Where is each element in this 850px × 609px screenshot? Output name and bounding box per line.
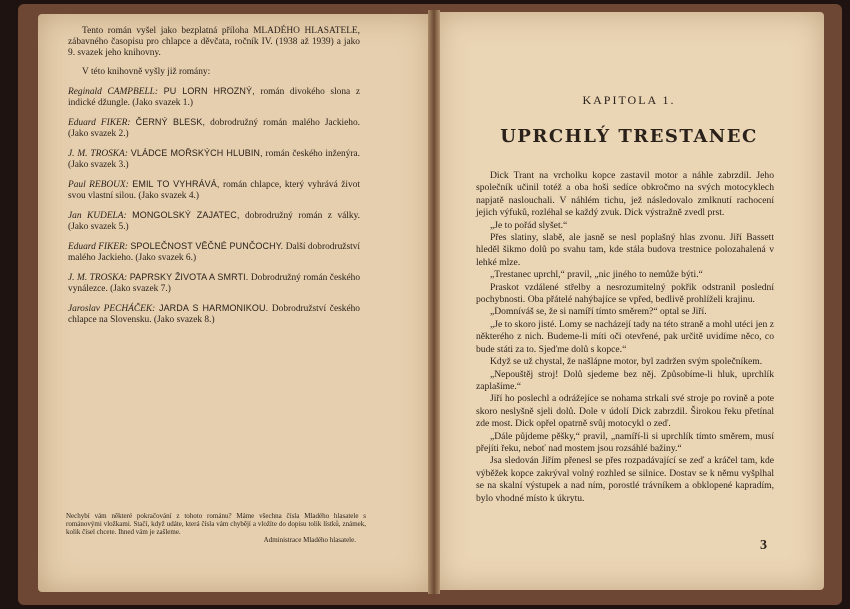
novel-list-item: [68, 86, 360, 109]
novel-author: J. M. TROSKA:: [68, 149, 128, 159]
novel-description: román chlapce, který vyhrává život svou vlastní silou. (Jako svazek 4.): [68, 180, 361, 201]
body-paragraph: Když se už chystal, že našlápne motor, byl zadržen svým společníkem.: [490, 356, 763, 368]
novel-list-item: [68, 303, 360, 326]
novel-title: PAPRSKY ŽIVOTA A SMRTI.: [129, 272, 249, 282]
chapter-label: KAPITOLA 1.: [582, 93, 676, 107]
body-paragraph: „Je to skoro jisté. Lomy se nacházejí tady na této straně a mohl utéci jen z některého z nich. Budeme-li míti oči otevřené, pak určitě uvidíme něco, co bude státi za to. Sjeďme dolů s kopce.“: [476, 318, 774, 355]
footnote-text: Nechybí vám některé pokračování z tohoto románu? Máme všechna čísla Mladého hlasatele s románovými vložkami. Stačí, když udáte, která čísla vám chybějí a vložíte do dopisu tolik lístků, známek, kolik čísel chcete. Ihned vám je zašleme.: [66, 512, 366, 536]
novel-title: PU LORN HROZNÝ,: [163, 86, 255, 96]
novel-description: dobrodružný román malého Jackieho. (Jako svazek 2.): [68, 118, 360, 139]
body-paragraph: „Je to pořád slyšet.“: [490, 219, 568, 231]
page-number: 3: [760, 538, 767, 553]
novel-author: Jan KUDELA:: [68, 211, 127, 221]
novel-title: VLÁDCE MOŘSKÝCH HLUBIN,: [130, 148, 263, 158]
novel-author: Eduard FIKER:: [68, 118, 131, 128]
novel-author: Reginald CAMPBELL:: [68, 87, 158, 97]
novel-author: Eduard FIKER:: [68, 242, 128, 252]
body-paragraph: Dick Trant na vrcholku kopce zastavil motor a náhle zabrzdil. Jeho společník učinil totéž a oba hoši sedíce obkročmo na svých motocyklech napjatě naslouchali. V náhlém tichu, jež následovalo zmlknutí rachocení jejich výfuků, rozléhal se každý zvuk. Dick výstražně zvedl prst.: [476, 170, 774, 219]
footnote-signature: Administrace Mladého hlasatele.: [263, 536, 356, 544]
novel-description: Dobrodružný román českého vynálezce. (Jako svazek 7.): [68, 273, 361, 294]
novel-title: JARDA S HARMONIKOU.: [158, 303, 269, 313]
novel-description: dobrodružný román z války. (Jako svazek 5.): [68, 211, 361, 232]
novel-description: Další dobrodružství malého Jackieho. (Jako svazek 6.): [68, 242, 360, 263]
novel-title: MONGOLSKÝ ZAJATEC,: [132, 210, 240, 220]
intro-text: Tento román vyšel jako bezplatná příloha MLADÉHO HLASATELE, zábavného časopisu pro chlapce a děvčata, ročník IV. (1938 až 1939) a jako 9. svazek jeho knihovny.: [68, 26, 360, 58]
novel-author: Jaroslav PECHÁČEK:: [68, 304, 156, 314]
novel-list-item: [68, 179, 360, 202]
body-paragraph: Přes slatiny, slabě, ale jasně se nesl poplašný hlas zvonu. Jiří Bassett hleděl šikmo dolů po svahu tam, kde stála budova trestnice polozahalená v lehké mlze.: [476, 232, 774, 268]
body-paragraph: Praskot vzdálené střelby a nesrozumitelný pokřik odstranil poslední pochybnosti. Oba přátelé nahýbajíce se vpřed, bedlivě prohlíželi krajinu.: [476, 281, 774, 306]
body-paragraph: Jsa sledován Jiřím přenesl se přes rozpadávající se zeď a kráčel tam, kde výběžek kopce zakrýval volný rozhled se silnice. Dostav se k němu vyšplhal se na skalní výstupek a nad ním, porostlé trávníkem a obklopené kapradím, bylo vhodné místo k úkrytu.: [476, 455, 774, 504]
novel-list-item: [68, 210, 360, 233]
body-paragraph: „Trestanec uprchl,“ pravil, „nic jiného to nemůže býti.“: [490, 269, 703, 281]
list-heading: V této knihovně vyšly již romány:: [82, 67, 211, 77]
body-paragraph: „Nepouštěj stroj! Dolů sjedeme bez něj. Způsobíme-li hluk, uprchlík zaplašíme.“: [476, 368, 774, 392]
novel-list: [68, 86, 360, 326]
left-page-content: [68, 26, 360, 334]
novel-description: román českého inženýra. (Jako svazek 3.): [68, 149, 361, 170]
novel-title: EMIL TO VYHRÁVÁ,: [132, 179, 220, 189]
novel-list-item: [68, 272, 360, 295]
novel-author: J. M. TROSKA:: [68, 273, 128, 283]
novel-list-item: [68, 117, 360, 140]
body-paragraph: Jiří ho poslechl a odrážejíce se nohama strkali své stroje po rovině a pote skoro neslyšně sjeli dolů. Dole v údolí Dick zabrzdil. Širokou řeku přetínal zde most. Dick opřel opatrně svůj motocykl o zeď.: [476, 393, 774, 430]
novel-title: SPOLEČNOST VĚČNÉ PUNČOCHY.: [130, 241, 284, 251]
chapter-title: UPRCHLÝ TRESTANEC: [500, 126, 758, 147]
body-paragraph: „Dále půjdeme pěšky,“ pravil, „namíří-li si uprchlík tímto směrem, musí přejíti řeku, neboť nad mostem jsou rozsáhlé bažiny.“: [476, 430, 774, 454]
novel-author: Paul REBOUX:: [68, 180, 129, 190]
footnote: [66, 512, 366, 544]
body-paragraph: „Domníváš se, že si namíří tímto směrem?“ optal se Jiří.: [490, 306, 707, 318]
novel-list-item: [68, 241, 360, 264]
book-gutter: [428, 10, 440, 594]
novel-title: ČERNÝ BLESK,: [135, 117, 206, 127]
chapter-body: [476, 170, 774, 505]
novel-description: Dobrodružství českého chlapce na Slovensku. (Jako svazek 8.): [68, 304, 360, 325]
novel-description: román divokého slona z indické džungle. (Jako svazek 1.): [68, 87, 360, 108]
novel-list-item: [68, 148, 360, 171]
